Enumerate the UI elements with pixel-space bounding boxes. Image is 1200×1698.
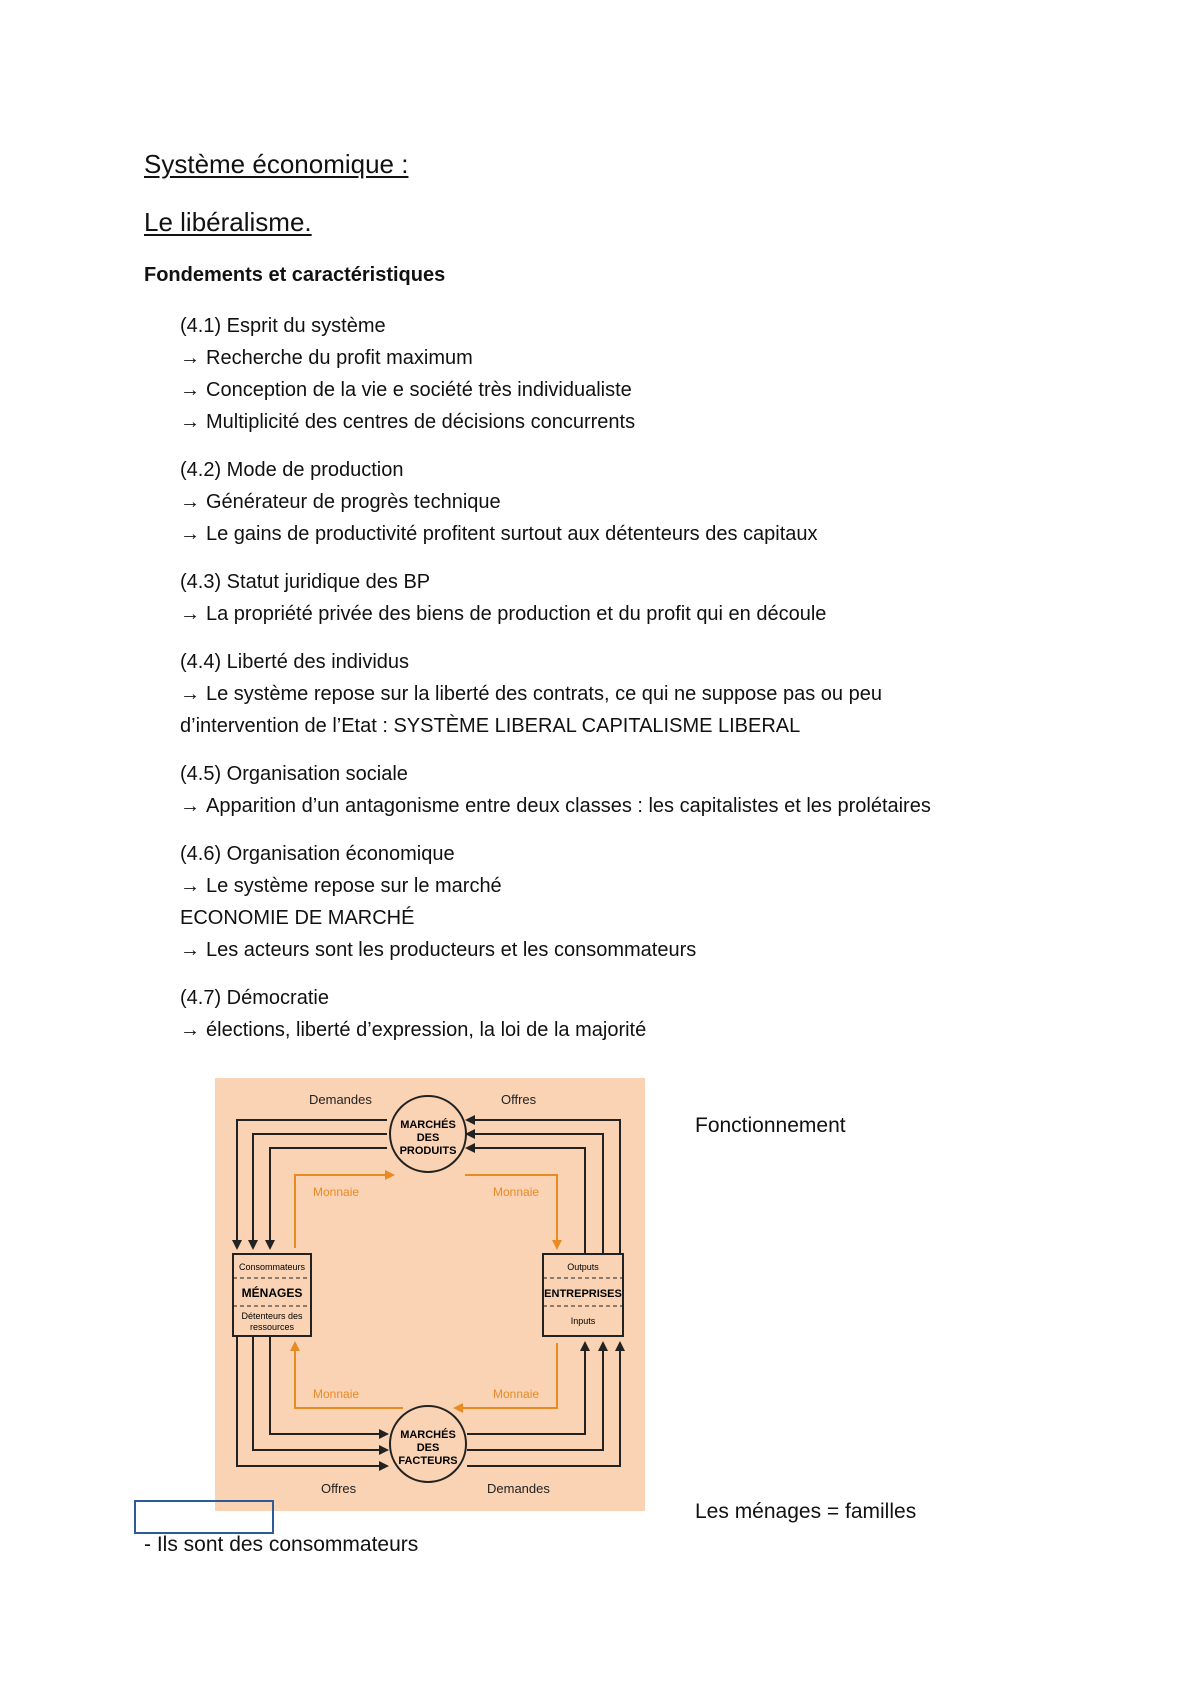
line-text: élections, liberté d’expression, la loi de la majorité bbox=[206, 1019, 647, 1041]
sections-list bbox=[180, 310, 1080, 1062]
line-text: Apparition d’un antagonisme entre deux classes : les capitalistes et les prolétaires bbox=[206, 795, 931, 817]
label-monnaie-2: Monnaie bbox=[493, 1185, 540, 1199]
line-text: Le système repose sur le marché bbox=[206, 875, 502, 897]
line-text: Les acteurs sont les producteurs et les consommateurs bbox=[206, 939, 697, 961]
section-line bbox=[180, 870, 1080, 902]
section-line bbox=[180, 1014, 1080, 1046]
section-title: (4.4) Liberté des individus bbox=[180, 651, 410, 673]
arrow-icon: → bbox=[180, 795, 200, 817]
market-products-circle bbox=[390, 1096, 466, 1172]
line-text: d’intervention de l’Etat : SYSTÈME LIBERAL CAPITALISME LIBERAL bbox=[180, 715, 801, 737]
svg-text:ENTREPRISES: ENTREPRISES bbox=[544, 1288, 622, 1300]
section-line bbox=[180, 790, 1080, 822]
circular-flow-diagram bbox=[215, 1078, 645, 1511]
section-line bbox=[180, 374, 1080, 406]
section-line bbox=[180, 342, 1080, 374]
market-factors-circle bbox=[390, 1406, 466, 1482]
label-monnaie-3: Monnaie bbox=[313, 1387, 360, 1401]
line-text: La propriété privée des biens de production et du profit qui en découle bbox=[206, 603, 827, 625]
line-text: ECONOMIE DE MARCHÉ bbox=[180, 907, 415, 929]
section-line bbox=[180, 710, 1080, 742]
page-title: Système économique : bbox=[144, 149, 409, 179]
section-line bbox=[180, 406, 1080, 438]
section-heading: Fondements et caractéristiques bbox=[144, 264, 446, 286]
selection-box[interactable] bbox=[134, 1500, 274, 1534]
section-1 bbox=[180, 310, 1080, 438]
arrow-icon: → bbox=[180, 379, 200, 401]
svg-text:Détenteurs des: Détenteurs des bbox=[241, 1311, 303, 1321]
section-title: (4.1) Esprit du système bbox=[180, 315, 386, 337]
label-monnaie-4: Monnaie bbox=[493, 1387, 540, 1401]
arrow-icon: → bbox=[180, 603, 200, 625]
label-demandes-top: Demandes bbox=[309, 1092, 372, 1107]
section-title: (4.2) Mode de production bbox=[180, 459, 404, 481]
section-title: (4.3) Statut juridique des BP bbox=[180, 571, 431, 593]
svg-text:Consommateurs: Consommateurs bbox=[238, 1262, 306, 1272]
section-7 bbox=[180, 982, 1080, 1046]
label-monnaie-1: Monnaie bbox=[313, 1185, 360, 1199]
svg-text:MARCHÉS: MARCHÉS bbox=[400, 1119, 456, 1131]
label-offres-bottom: Offres bbox=[321, 1481, 357, 1496]
label-demandes-bottom: Demandes bbox=[487, 1481, 550, 1496]
line-text: Le gains de productivité profitent surtout aux détenteurs des capitaux bbox=[206, 523, 818, 545]
svg-text:DES: DES bbox=[416, 1132, 440, 1144]
svg-text:Outputs: Outputs bbox=[567, 1262, 599, 1272]
svg-text:PRODUITS: PRODUITS bbox=[399, 1145, 457, 1157]
bullet-consommateurs: - Ils sont des consommateurs bbox=[144, 1533, 419, 1556]
svg-text:MARCHÉS: MARCHÉS bbox=[400, 1429, 456, 1441]
label-menages-familles: Les ménages = familles bbox=[695, 1500, 917, 1523]
arrow-icon: → bbox=[180, 411, 200, 433]
section-line bbox=[180, 902, 1080, 934]
section-2 bbox=[180, 454, 1080, 550]
section-line bbox=[180, 518, 1080, 550]
section-title: (4.5) Organisation sociale bbox=[180, 763, 408, 785]
line-text: Conception de la vie e société très individualiste bbox=[206, 379, 632, 401]
arrow-icon: → bbox=[180, 939, 200, 961]
label-offres-top: Offres bbox=[501, 1092, 537, 1107]
section-line bbox=[180, 486, 1080, 518]
svg-text:DES: DES bbox=[416, 1442, 440, 1454]
arrow-icon: → bbox=[180, 875, 200, 897]
arrow-icon: → bbox=[180, 1019, 200, 1041]
svg-text:FACTEURS: FACTEURS bbox=[398, 1455, 458, 1467]
section-line bbox=[180, 934, 1080, 966]
section-title: (4.7) Démocratie bbox=[180, 987, 329, 1009]
svg-text:MÉNAGES: MÉNAGES bbox=[241, 1286, 303, 1300]
svg-text:Inputs: Inputs bbox=[570, 1316, 596, 1326]
menages-box bbox=[233, 1254, 311, 1336]
section-5 bbox=[180, 758, 1080, 822]
line-text: Le système repose sur la liberté des contrats, ce qui ne suppose pas ou peu bbox=[206, 683, 882, 705]
page-subtitle: Le libéralisme. bbox=[144, 207, 312, 237]
arrow-icon: → bbox=[180, 523, 200, 545]
svg-text:ressources: ressources bbox=[249, 1322, 295, 1332]
arrow-icon: → bbox=[180, 683, 200, 705]
entreprises-box bbox=[543, 1254, 623, 1336]
section-title: (4.6) Organisation économique bbox=[180, 843, 455, 865]
line-text: Multiplicité des centres de décisions concurrents bbox=[206, 411, 636, 433]
line-text: Recherche du profit maximum bbox=[206, 347, 473, 369]
section-6 bbox=[180, 838, 1080, 966]
section-4 bbox=[180, 646, 1080, 742]
section-line bbox=[180, 598, 1080, 630]
label-fonctionnement: Fonctionnement bbox=[695, 1114, 846, 1137]
arrow-icon: → bbox=[180, 491, 200, 513]
section-line bbox=[180, 678, 1080, 710]
section-3 bbox=[180, 566, 1080, 630]
arrow-icon: → bbox=[180, 347, 200, 369]
line-text: Générateur de progrès technique bbox=[206, 491, 501, 513]
